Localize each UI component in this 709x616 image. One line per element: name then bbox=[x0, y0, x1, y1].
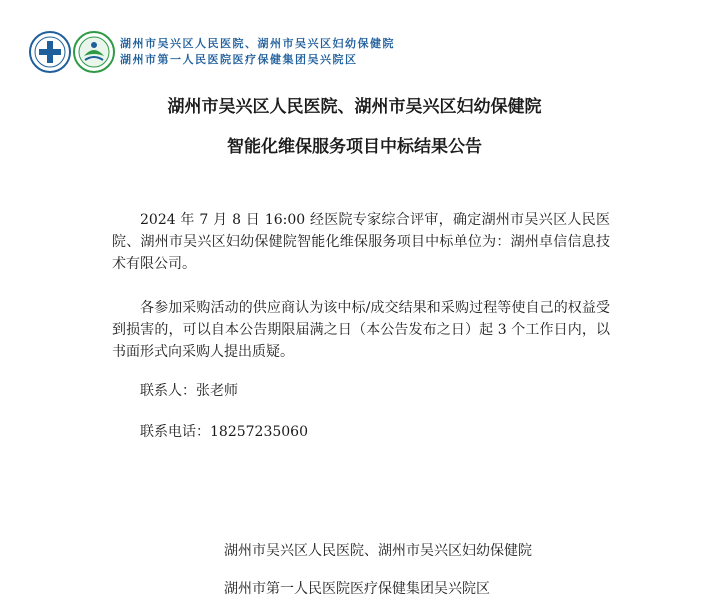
letterhead-hospital-names bbox=[120, 36, 395, 68]
document-title-line-1: 湖州市吴兴区人民医院、湖州市吴兴区妇幼保健院 bbox=[167, 97, 542, 117]
letterhead-line-2: 湖州市第一人民医院医疗保健集团吴兴院区 bbox=[120, 53, 358, 66]
letterhead bbox=[28, 30, 458, 76]
document-title-line-2: 智能化维保服务项目中标结果公告 bbox=[227, 137, 482, 157]
signature-line-2: 湖州市第一人民医院医疗保健集团吴兴院区 bbox=[224, 581, 490, 597]
maternal-child-health-emblem-icon bbox=[72, 30, 116, 74]
signature-line-1: 湖州市吴兴区人民医院、湖州市吴兴区妇幼保健院 bbox=[224, 543, 532, 559]
letterhead-line-1: 湖州市吴兴区人民医院、湖州市吴兴区妇幼保健院 bbox=[120, 37, 395, 50]
contact-person: 联系人：张老师 bbox=[140, 383, 238, 399]
award-paragraph: 2024 年 7 月 8 日 16:00 经医院专家综合评审，确定湖州市吴兴区人民医院、湖州市吴兴区妇幼保健院智能化维保服务项目中标单位为：湖州卓信信息技术有限公司。 bbox=[112, 212, 610, 272]
objection-paragraph: 各参加采购活动的供应商认为该中标/成交结果和采购过程等使自己的权益受到损害的，可以自本公告期限届满之日（本公告发布之日）起 3 个工作日内，以书面形式向采购人提出质疑。 bbox=[112, 300, 610, 360]
hospital-cross-emblem-icon bbox=[28, 30, 72, 74]
contact-phone: 联系电话：18257235060 bbox=[140, 424, 308, 440]
